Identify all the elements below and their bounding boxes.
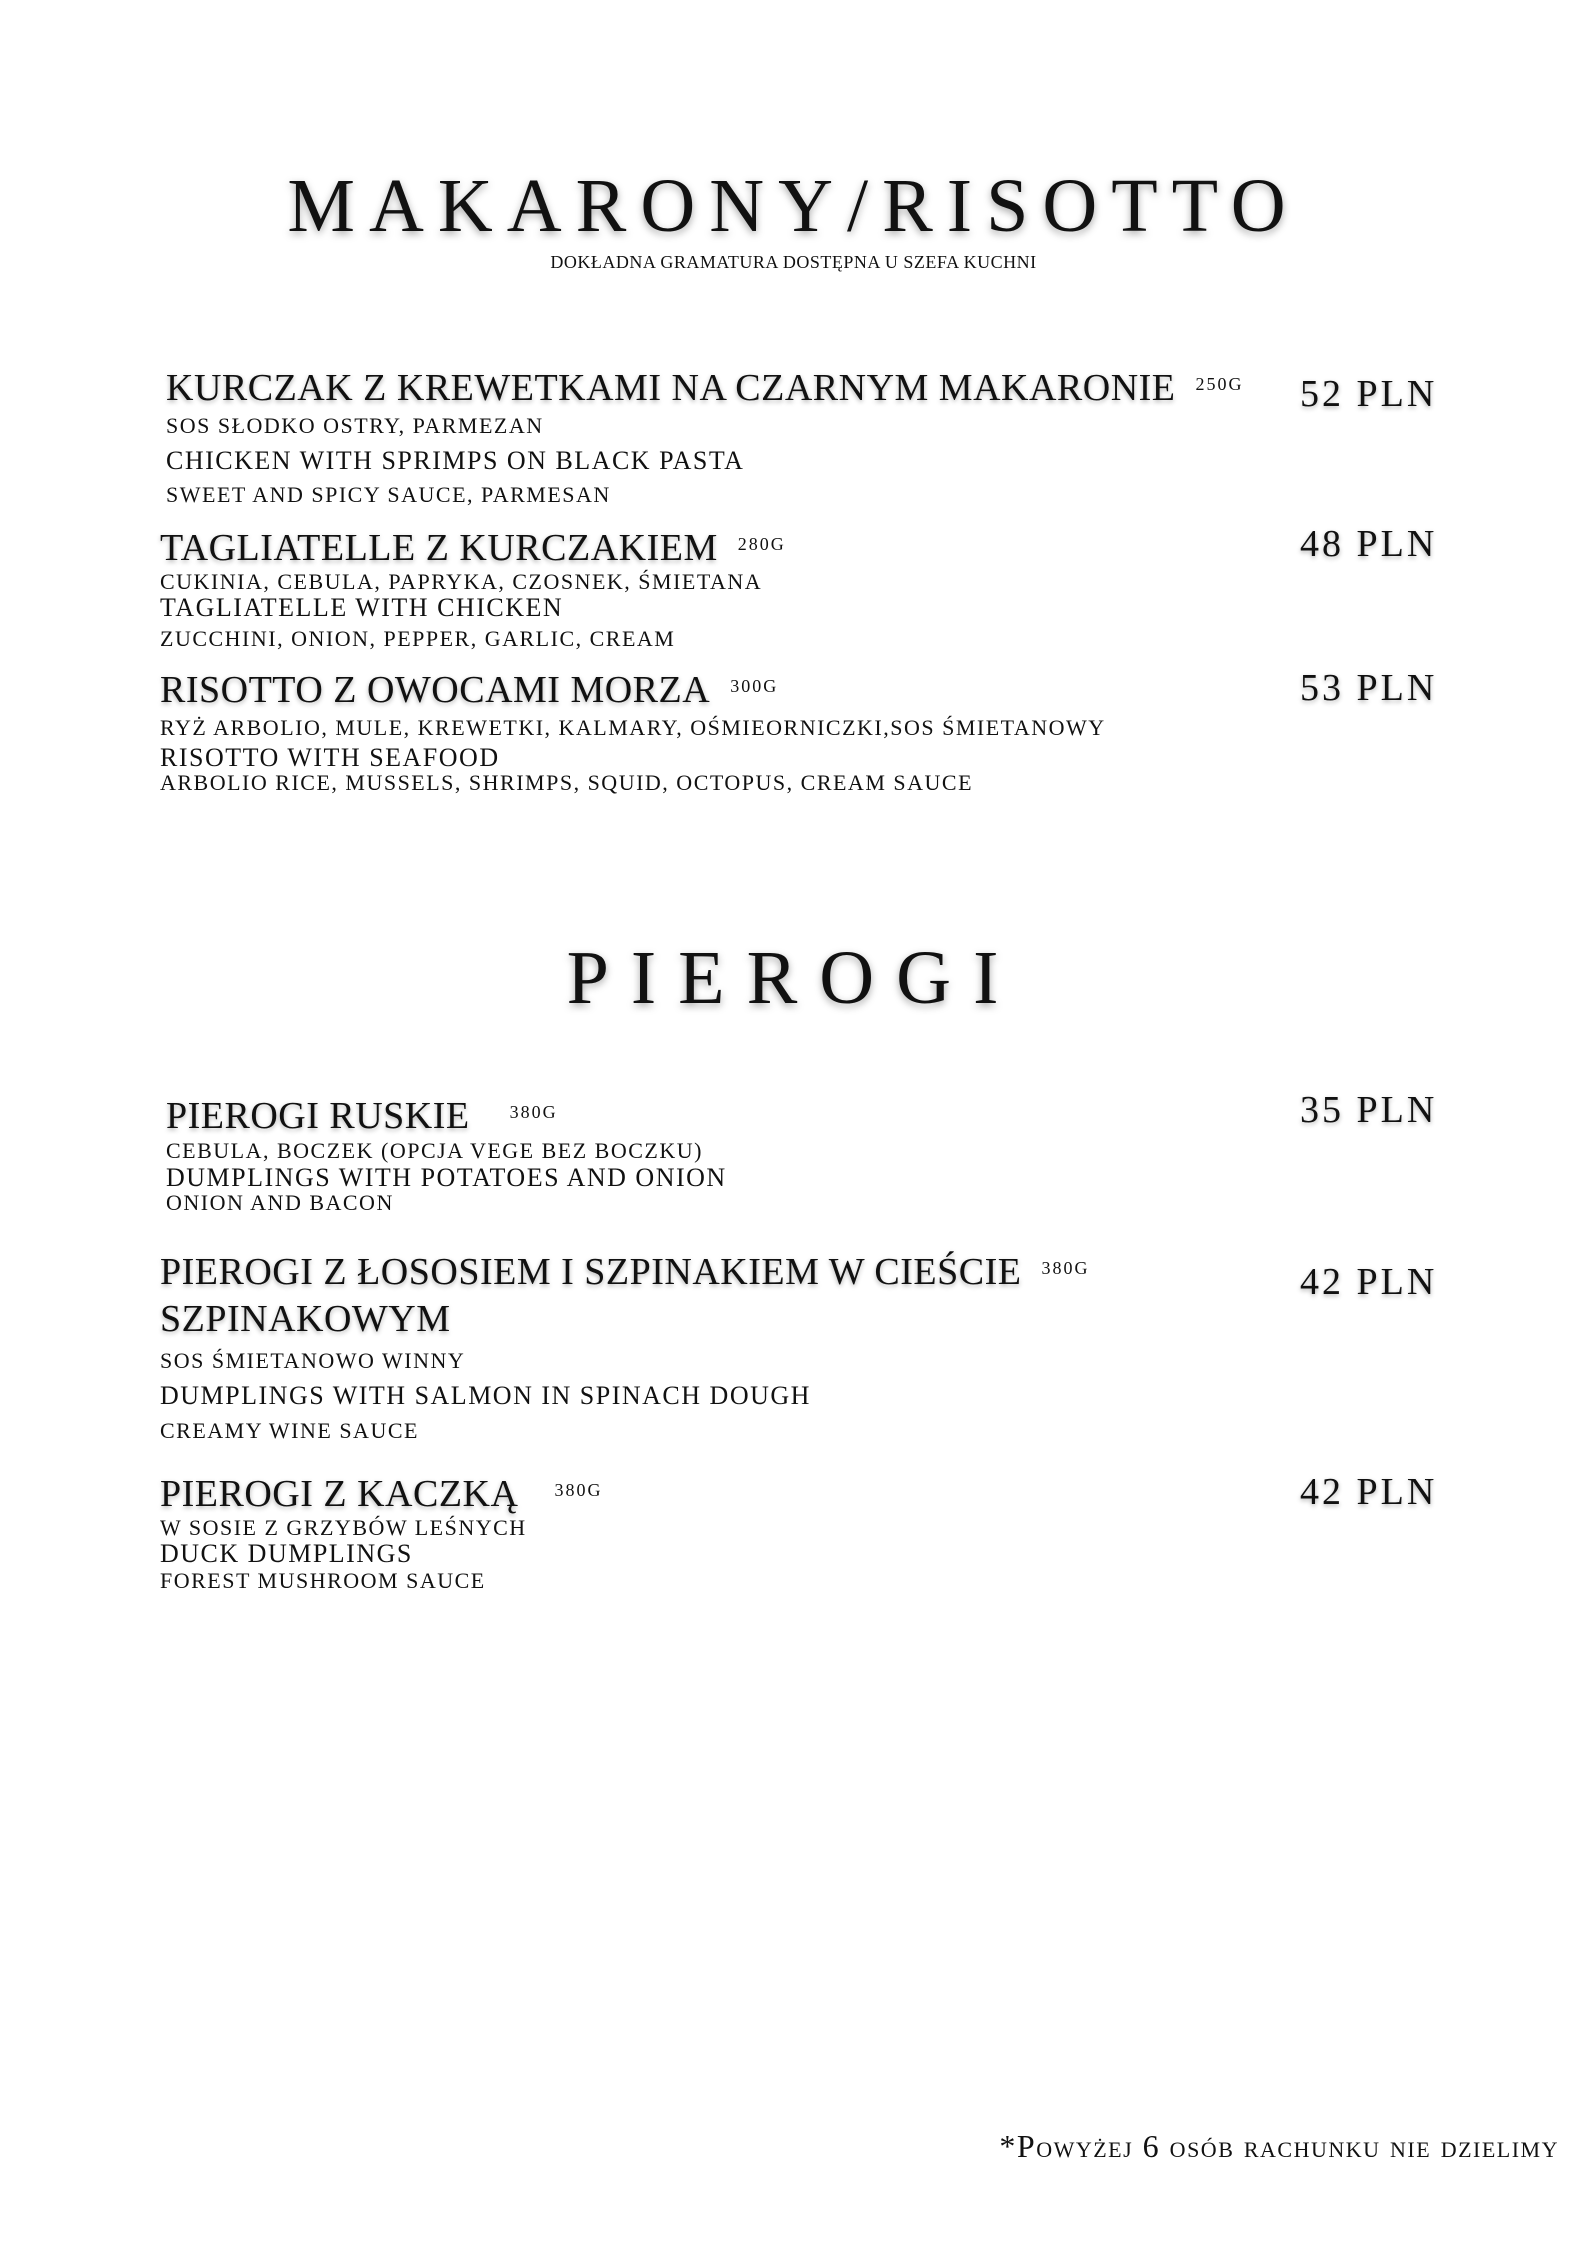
menu-item: [166, 1096, 1466, 1216]
dish-weight: 380G: [509, 1102, 558, 1122]
dish-description: CUKINIA, CEBULA, PAPRYKA, CZOSNEK, ŚMIETANA: [160, 568, 763, 594]
dish-price: 53 PLN: [1300, 667, 1438, 709]
dish-english-name: DUMPLINGS WITH SALMON IN SPINACH DOUGH: [160, 1380, 811, 1410]
dish-name: TAGLIATELLE Z KURCZAKIEM: [160, 527, 718, 569]
dish-english-description: CREAMY WINE SAUCE: [160, 1417, 419, 1443]
dish-price: 48 PLN: [1300, 523, 1438, 565]
dish-name: PIEROGI Z KACZKĄ: [160, 1473, 519, 1515]
dish-price: 42 PLN: [1300, 1261, 1438, 1303]
dish-english-name: CHICKEN WITH SPRIMPS ON BLACK PASTA: [166, 445, 745, 475]
dish-english-description: ZUCCHINI, ONION, PEPPER, GARLIC, CREAM: [160, 625, 676, 651]
dish-description: RYŻ ARBOLIO, MULE, KREWETKI, KALMARY, OŚMIEORNICZKI,SOS ŚMIETANOWY: [160, 714, 1106, 740]
dish-description: SOS ŚMIETANOWO WINNY: [160, 1348, 466, 1374]
dish-english-name: DUMPLINGS WITH POTATOES AND ONION: [166, 1163, 727, 1193]
section-title-pierogi: PIEROGI: [566, 936, 1021, 1020]
dish-name: RISOTTO Z OWOCAMI MORZA: [160, 669, 711, 711]
dish-english-name: RISOTTO WITH SEAFOOD: [160, 742, 500, 772]
menu-item: [160, 528, 1460, 654]
menu-item: [160, 670, 1460, 794]
dish-weight: 300G: [730, 676, 779, 696]
section-title-makarony: MAKARONY/RISOTTO: [287, 164, 1300, 248]
dish-name: KURCZAK Z KREWETKAMI NA CZARNYM MAKARONIE: [166, 367, 1176, 409]
section-subtitle: DOKŁADNA GRAMATURA DOSTĘPNA U SZEFA KUCHNI: [550, 252, 1037, 272]
menu-item: [160, 1474, 1460, 1593]
dish-weight: 380G: [1041, 1258, 1090, 1278]
menu-item: [166, 368, 1466, 511]
dish-english-description: FOREST MUSHROOM SAUCE: [160, 1567, 486, 1593]
menu-item: [160, 1252, 1460, 1447]
dish-price: 35 PLN: [1300, 1089, 1438, 1131]
dish-price: 42 PLN: [1300, 1471, 1438, 1513]
dish-english-description: ARBOLIO RICE, MUSSELS, SHRIMPS, SQUID, OCTOPUS, CREAM SAUCE: [160, 769, 974, 795]
dish-name-continued: SZPINAKOWYM: [160, 1297, 451, 1340]
dish-weight: 380G: [554, 1480, 603, 1500]
dish-name: PIEROGI RUSKIE: [166, 1095, 470, 1137]
dish-english-name: DUCK DUMPLINGS: [160, 1538, 413, 1568]
dish-description: CEBULA, BOCZEK (OPCJA VEGE BEZ BOCZKU): [166, 1137, 703, 1163]
footnote: *Powyżej 6 osób rachunku nie dzielimy: [999, 2128, 1559, 2164]
dish-english-description: ONION AND BACON: [166, 1190, 394, 1216]
dish-english-description: SWEET AND SPICY SAUCE, PARMESAN: [166, 482, 611, 508]
dish-price: 52 PLN: [1300, 373, 1438, 415]
dish-name: PIEROGI Z ŁOSOSIEM I SZPINAKIEM W CIEŚCIE: [160, 1251, 1022, 1293]
dish-weight: 280G: [737, 534, 786, 554]
dish-weight: 250G: [1195, 374, 1244, 394]
dish-description: SOS SŁODKO OSTRY, PARMEZAN: [166, 412, 544, 438]
dish-english-name: TAGLIATELLE WITH CHICKEN: [160, 592, 564, 622]
dish-description: W SOSIE Z GRZYBÓW LEŚNYCH: [160, 1514, 527, 1540]
